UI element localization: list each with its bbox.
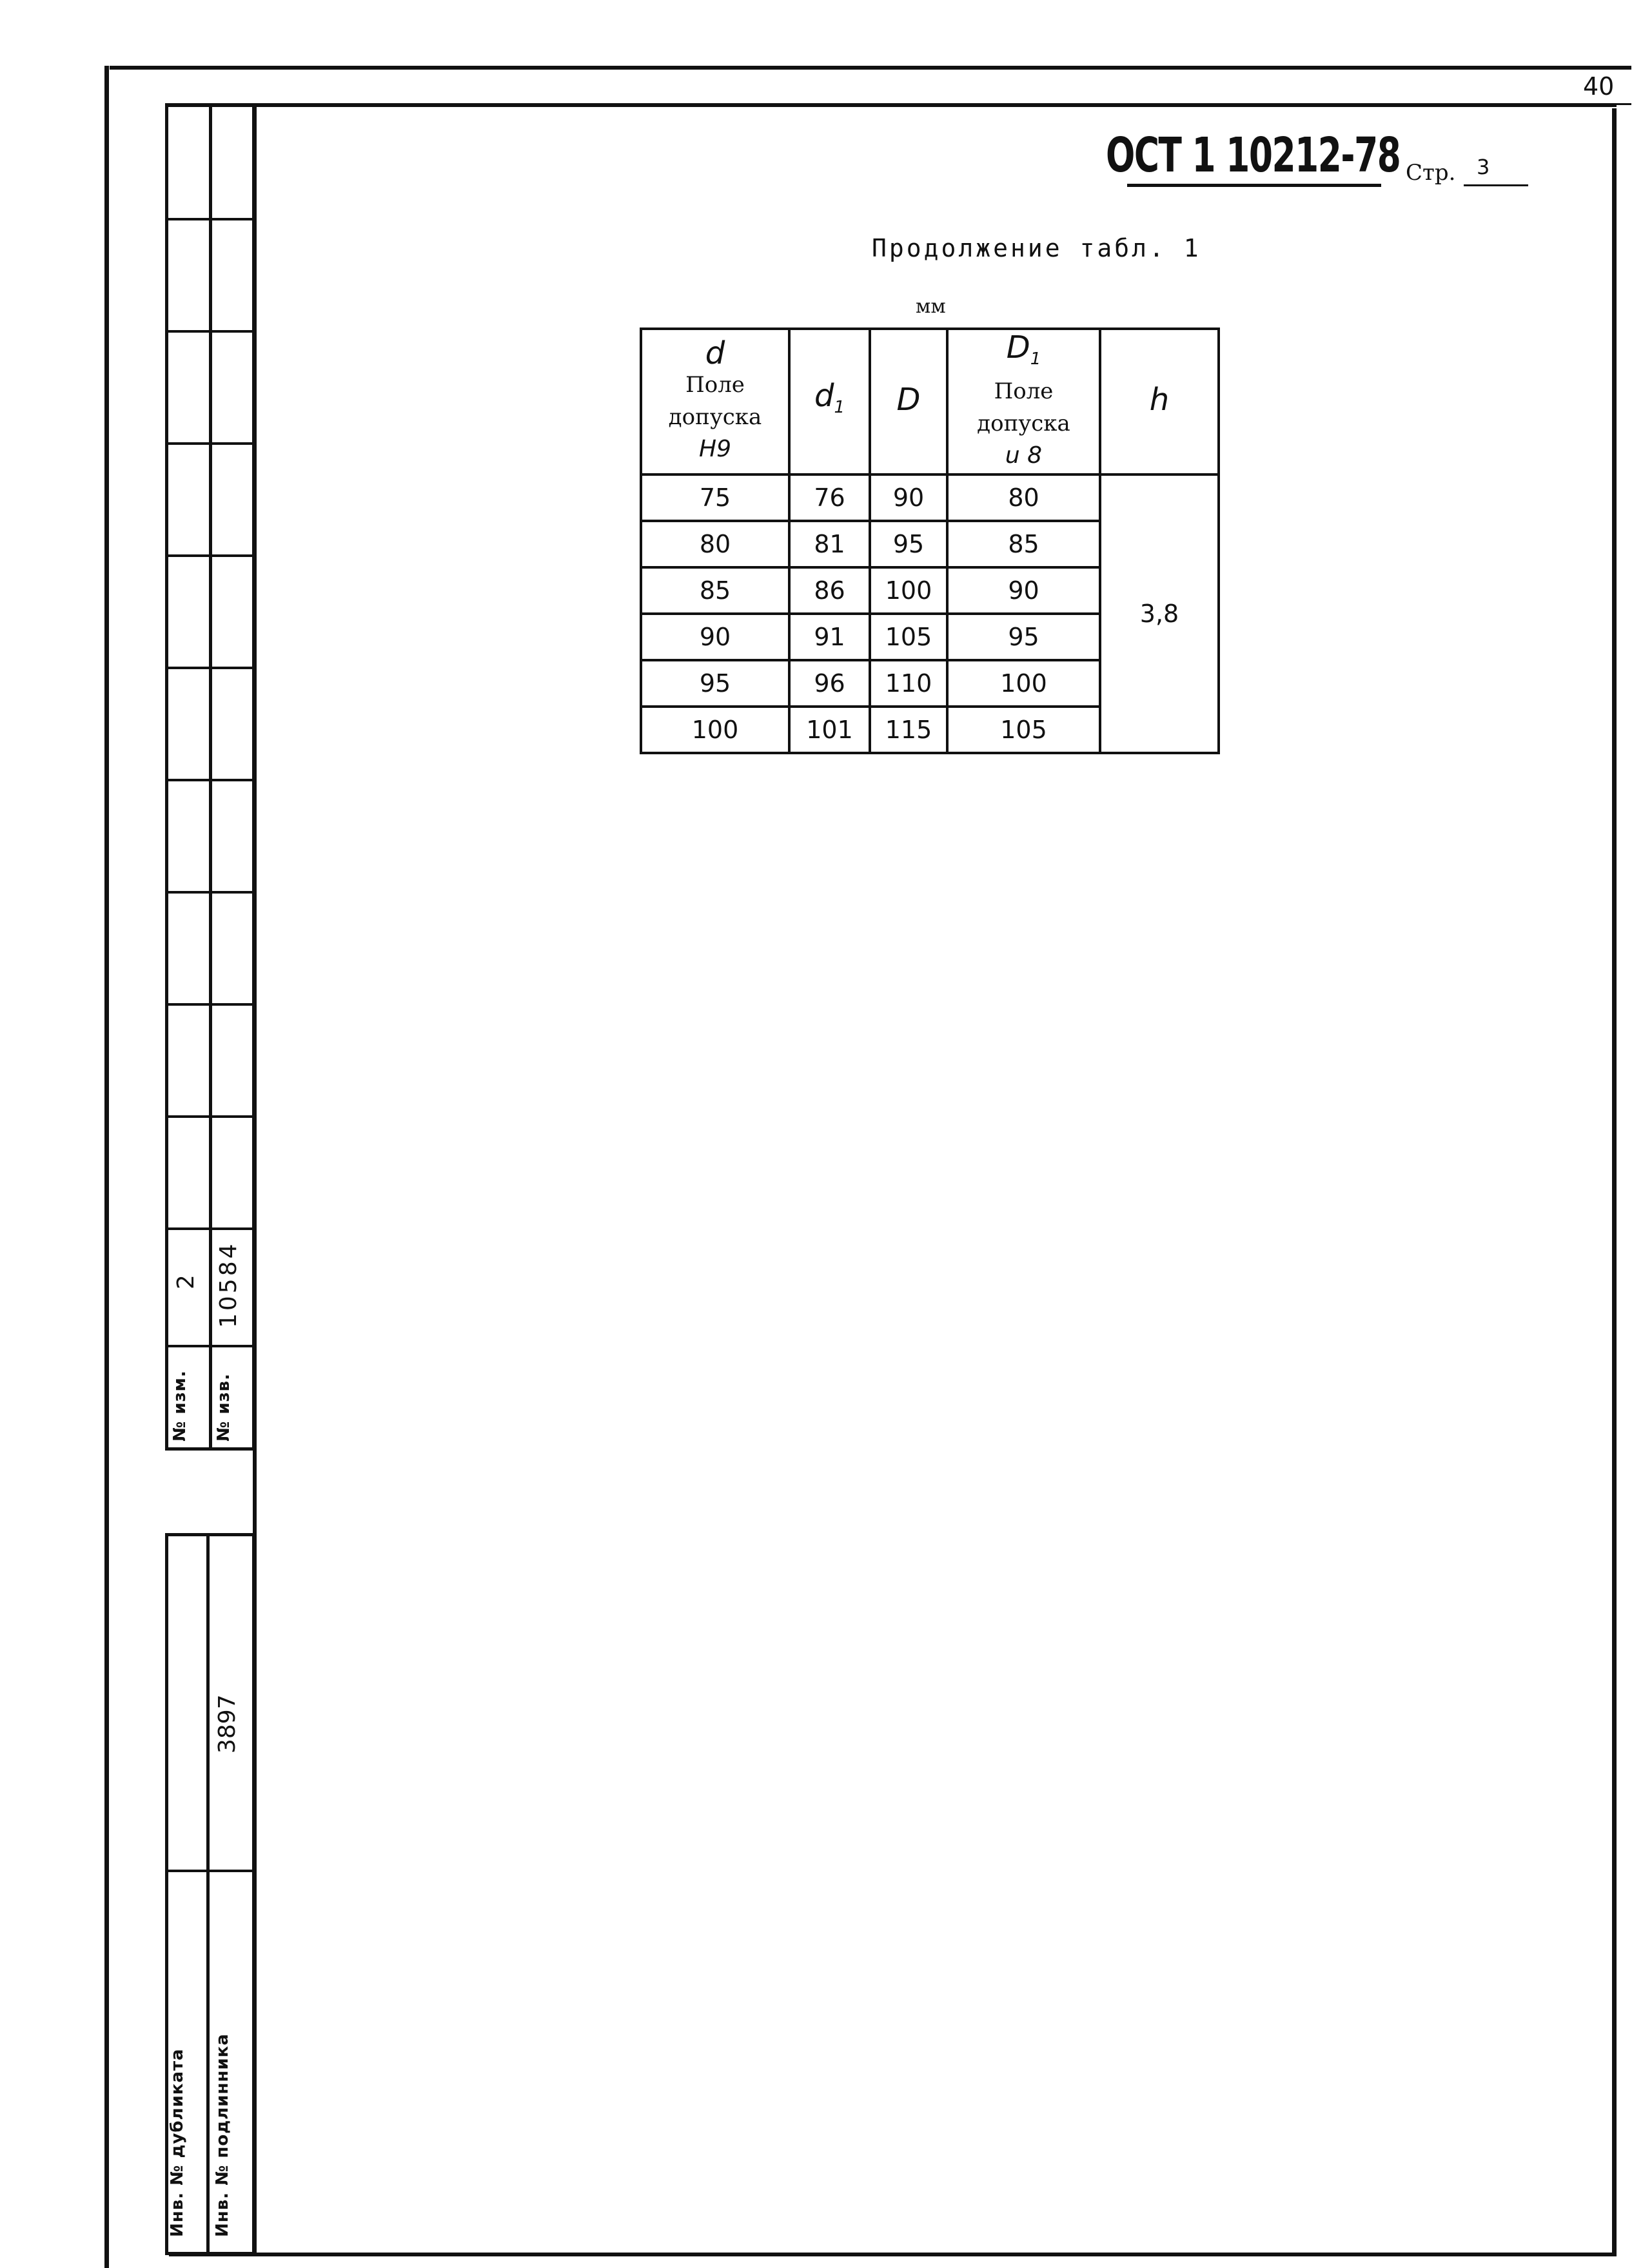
revision-stamp-divider	[209, 103, 212, 1451]
page-number: 3	[1477, 155, 1490, 179]
cell-D: 105	[870, 614, 947, 660]
stamp-row-line	[165, 779, 255, 781]
stamp-row-line	[165, 442, 255, 445]
frame-bottom-border	[169, 2253, 1617, 2256]
sheet-number: 40	[1583, 72, 1615, 101]
cell-D1: 100	[947, 660, 1100, 707]
header-d: d Поле допуска H9	[641, 329, 789, 474]
cell-h: 3,8	[1100, 474, 1219, 753]
inventory-stamp-divider	[206, 1533, 210, 2255]
cell-d: 90	[641, 614, 789, 660]
cell-d1: 76	[789, 474, 870, 521]
cell-d1: 91	[789, 614, 870, 660]
cell-d1: 81	[789, 521, 870, 567]
cell-D1: 85	[947, 521, 1100, 567]
inventory-row-line	[165, 1870, 255, 1872]
stamp-row-line	[165, 554, 255, 557]
cell-d1: 101	[789, 707, 870, 753]
unit-label: мм	[916, 295, 946, 318]
change-number-value: 2	[173, 1272, 199, 1289]
cell-d: 80	[641, 521, 789, 567]
table-header-row	[641, 329, 1219, 474]
page-label: Стр.	[1406, 160, 1456, 186]
cell-D: 100	[870, 567, 947, 614]
stamp-row-line	[165, 667, 255, 669]
stamp-row-line	[165, 1003, 255, 1006]
header-D1: $D_1$ Поле допуска u 8	[947, 329, 1100, 474]
stamp-row-line	[165, 218, 255, 220]
change-number-label: № изм.	[170, 1370, 190, 1442]
cell-d: 95	[641, 660, 789, 707]
original-inventory-label: Инв. № подлинника	[213, 2033, 232, 2237]
notice-number-value: 10584	[215, 1241, 242, 1328]
notice-number-label: № изв.	[214, 1373, 233, 1442]
frame-inner-top-border	[168, 103, 1617, 107]
stamp-row-line	[165, 1115, 255, 1118]
cell-d1: 86	[789, 567, 870, 614]
table-row	[641, 474, 1219, 521]
header-D: D	[870, 329, 947, 474]
stamp-row-line	[165, 330, 255, 333]
frame-top-border	[110, 66, 1631, 70]
header-d1: $d_1$	[789, 329, 870, 474]
header-h: h	[1100, 329, 1219, 474]
cell-D1: 95	[947, 614, 1100, 660]
cell-D: 115	[870, 707, 947, 753]
frame-right-border	[1612, 108, 1617, 2255]
dimensions-table	[640, 327, 1220, 754]
sheet-number-underline	[1573, 103, 1631, 105]
original-inventory-value: 3897	[214, 1694, 241, 1754]
cell-D: 95	[870, 521, 947, 567]
cell-D1: 90	[947, 567, 1100, 614]
document-code-underline	[1127, 184, 1381, 187]
cell-d: 75	[641, 474, 789, 521]
cell-d: 85	[641, 567, 789, 614]
cell-D1: 105	[947, 707, 1100, 753]
page-number-underline	[1464, 184, 1528, 186]
cell-d: 100	[641, 707, 789, 753]
duplicate-inventory-label: Инв. № дубликата	[168, 2048, 187, 2237]
stamp-row-line	[165, 1345, 255, 1347]
table-caption: Продолжение табл. 1	[872, 234, 1201, 262]
stamp-row-line	[165, 1227, 255, 1230]
cell-D: 90	[870, 474, 947, 521]
cell-d1: 96	[789, 660, 870, 707]
cell-D: 110	[870, 660, 947, 707]
stamp-row-line	[165, 891, 255, 894]
frame-left-border	[104, 66, 109, 2268]
cell-D1: 80	[947, 474, 1100, 521]
document-code: ОСТ 1 10212-78	[1106, 128, 1401, 183]
